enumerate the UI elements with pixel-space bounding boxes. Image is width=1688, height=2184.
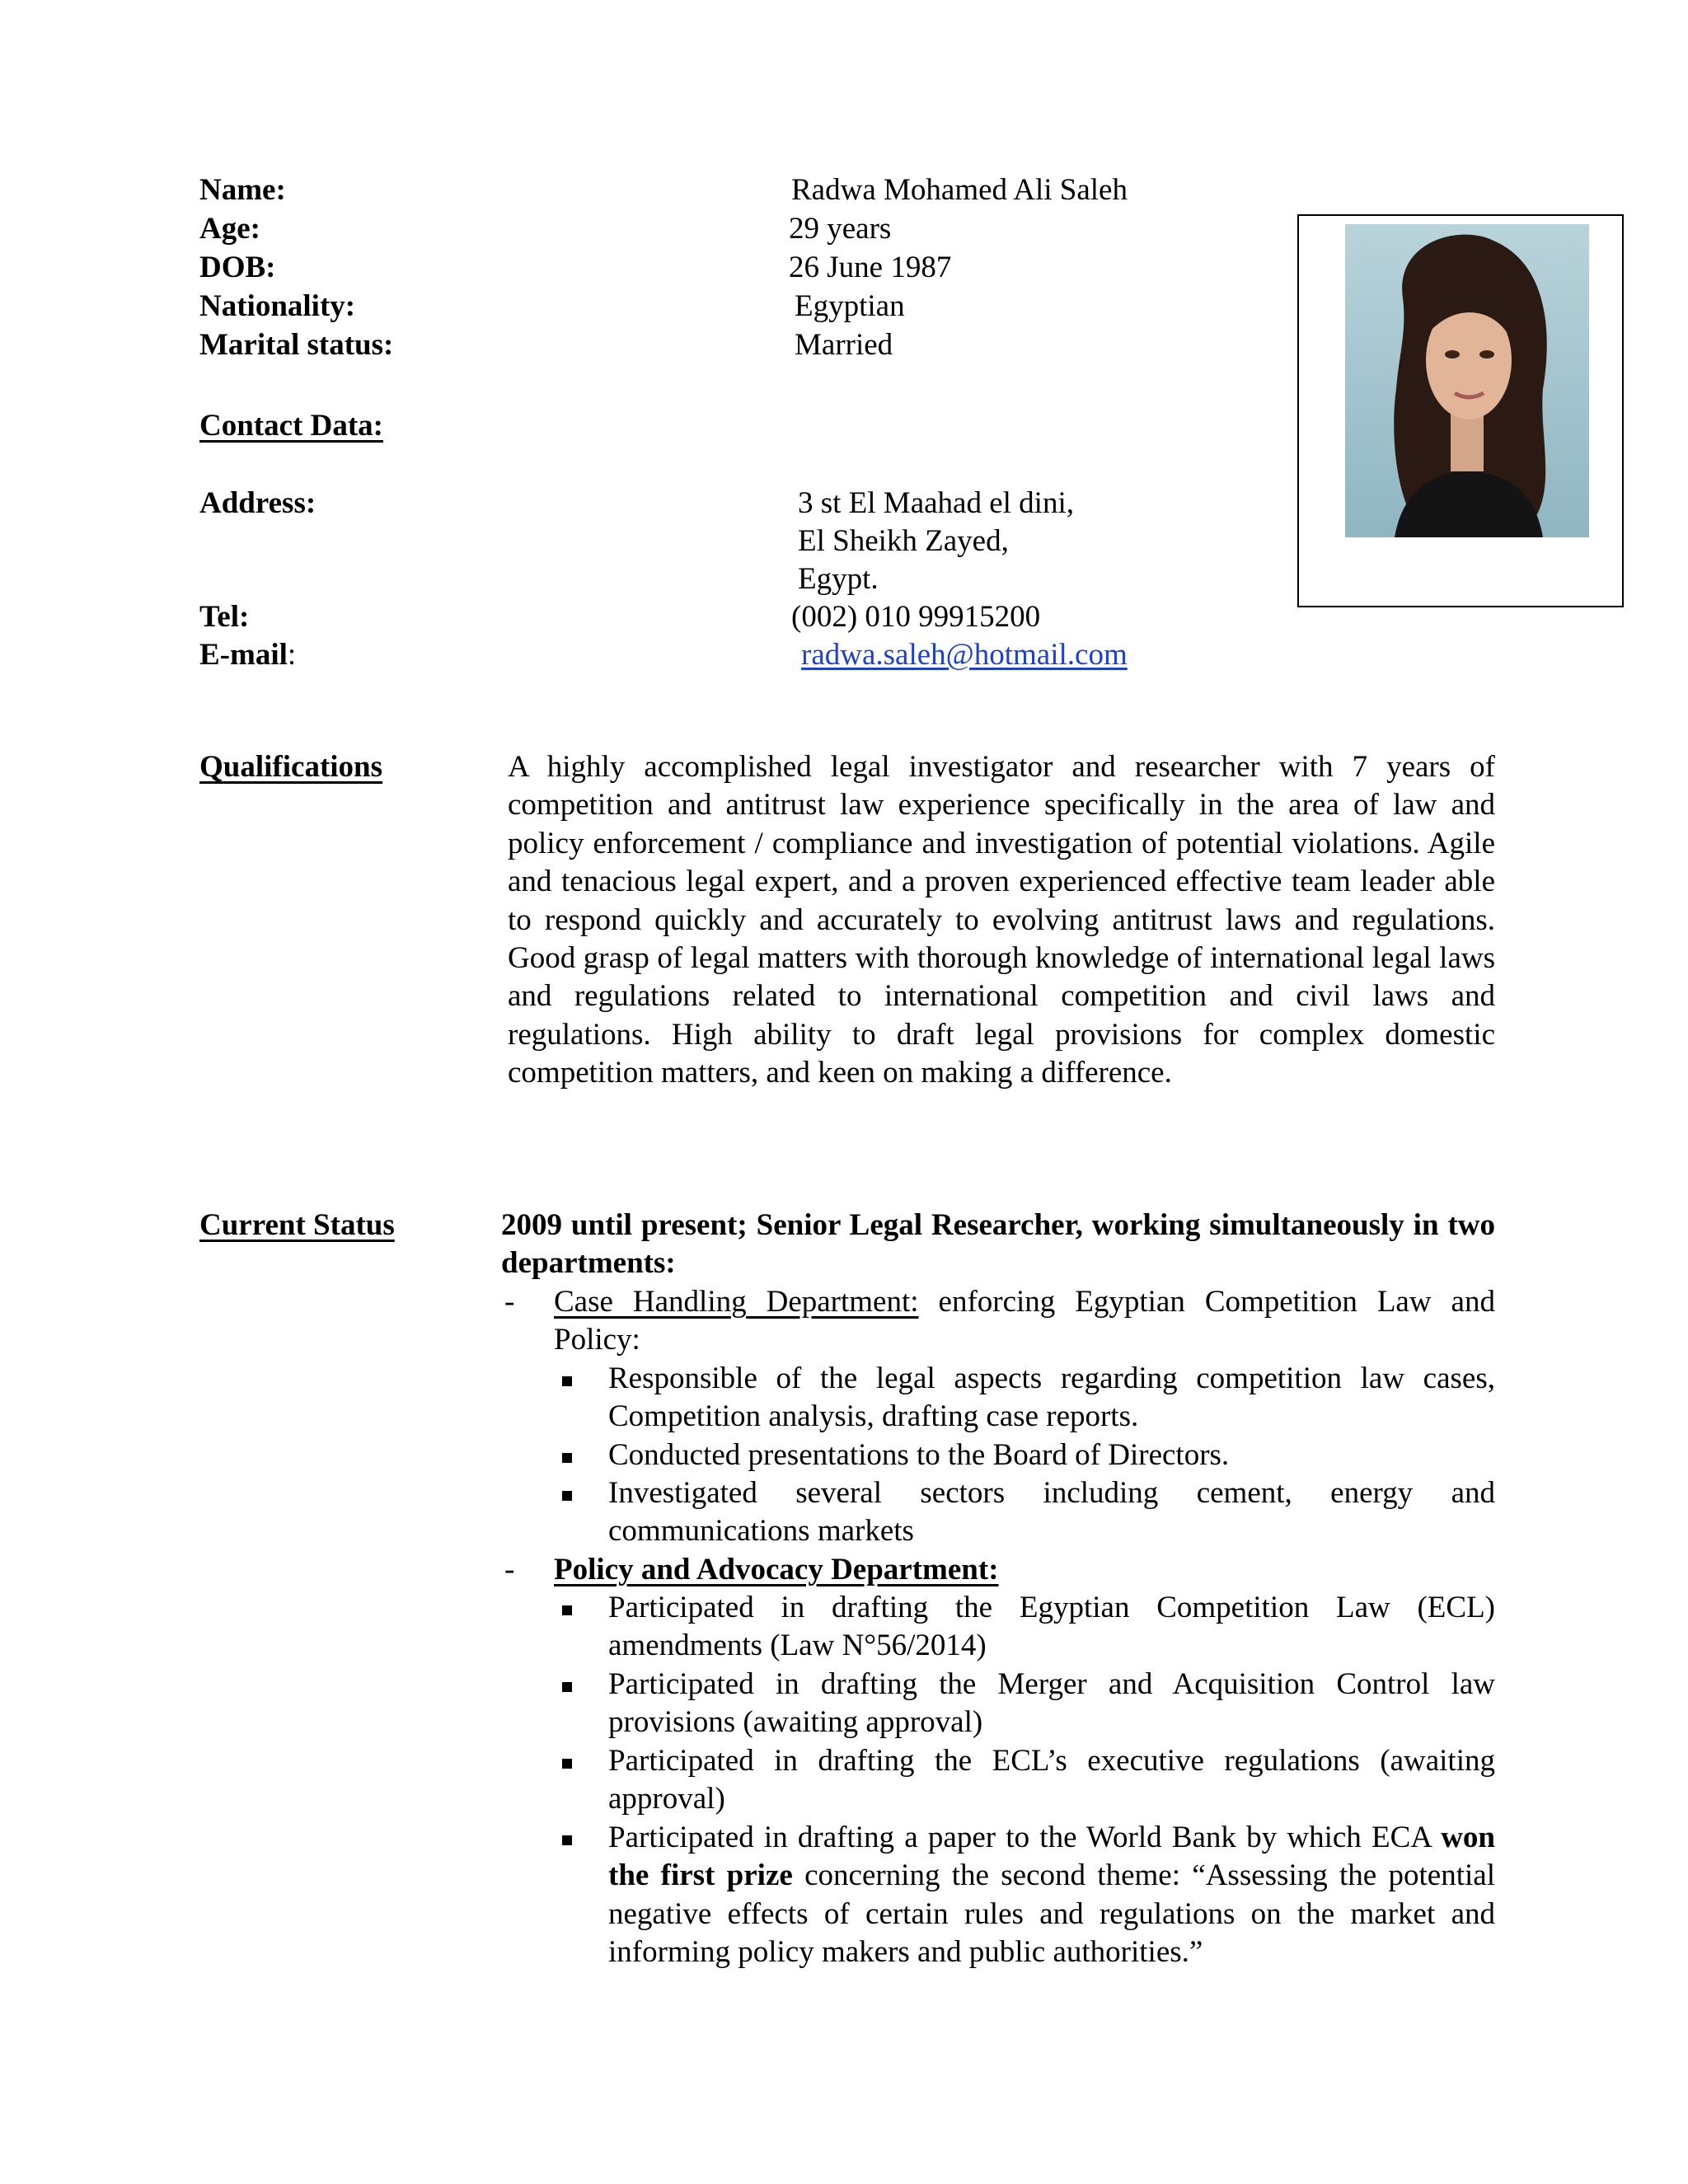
email-link[interactable]: radwa.saleh@hotmail.com <box>801 638 1128 672</box>
case-dept-line <box>554 1283 1495 1360</box>
tel-label: Tel: <box>199 600 250 634</box>
policy-bullet-4 <box>608 1819 1495 1972</box>
policy-dept-title: Policy and Advocacy Department: <box>554 1553 999 1586</box>
dob-value: 26 June 1987 <box>789 251 952 284</box>
address-line-2: El Sheikh Zayed, <box>798 524 1009 558</box>
bullet-square-icon <box>562 1453 572 1463</box>
bullet-square-icon <box>562 1605 572 1615</box>
policy-dept-line <box>554 1551 999 1589</box>
name-value: Radwa Mohamed Ali Saleh <box>791 173 1128 207</box>
case-dept-dash: - <box>504 1285 515 1319</box>
current-status-heading: Current Status <box>199 1208 395 1242</box>
contact-heading: Contact Data: <box>199 409 383 443</box>
address-line-1: 3 st El Maahad el dini, <box>798 486 1074 520</box>
case-bullet-2: Conducted presentations to the Board of Directors. <box>608 1438 1230 1472</box>
address-label: Address: <box>199 486 316 520</box>
marital-status-value: Married <box>795 328 893 362</box>
policy-bullet-4-pre: Participated in drafting a paper to the World Bank by which ECA <box>608 1821 1442 1854</box>
policy-dept-dash: - <box>504 1553 515 1586</box>
age-value: 29 years <box>789 212 892 246</box>
email-label-wrap <box>199 636 296 674</box>
bullet-square-icon <box>562 1491 572 1501</box>
policy-bullet-4-bold: won the first prize <box>608 1821 1495 1893</box>
tel-value: (002) 010 99915200 <box>791 600 1041 634</box>
name-label: Name: <box>199 173 286 207</box>
policy-bullet-4-post: concerning the second theme: “Assessing the potential negative effects of certain rules and regulations on the market and informing policy makers and public authorities.” <box>608 1858 1495 1970</box>
address-line-3: Egypt. <box>798 562 879 596</box>
dob-label: DOB: <box>199 251 276 284</box>
bullet-square-icon <box>562 1835 572 1845</box>
email-value-wrap <box>801 636 1128 674</box>
photo-frame <box>1297 214 1624 607</box>
current-status-title-text: 2009 until present; Senior Legal Researcher, working simultaneously in two departments: <box>501 1208 1495 1281</box>
nationality-value: Egyptian <box>795 289 905 323</box>
policy-bullet-3: Participated in drafting the ECL’s executive regulations (awaiting approval) <box>608 1744 1495 1816</box>
bullet-square-icon <box>562 1759 572 1769</box>
email-label: E-mail <box>199 638 288 672</box>
policy-bullet-2: Participated in drafting the Merger and Acquisition Control law provisions (awaiting approval) <box>608 1667 1495 1740</box>
case-bullet-1: Responsible of the legal aspects regarding competition law cases, Competition analysis, drafting case reports. <box>608 1361 1495 1434</box>
nationality-label: Nationality: <box>199 289 356 323</box>
email-colon: : <box>287 638 297 672</box>
policy-bullet-1: Participated in drafting the Egyptian Competition Law (ECL) amendments (Law N°56/2014) <box>608 1591 1495 1663</box>
bullet-square-icon <box>562 1682 572 1692</box>
qualifications-heading: Qualifications <box>199 750 383 784</box>
qualifications-text: A highly accomplished legal investigator and researcher with 7 years of competition and antitrust law experience specifically in the area of law and policy enforcement / compliance and investigation of potential violations. Agile and tenacious legal expert, and a proven experienced effective team leader able to respond quickly and accurately to evolving antitrust laws and regulations. Good grasp of legal matters with thorough knowledge of international legal laws and regulations related to international competition and civil laws and regulations. High ability to draft legal provisions for complex domestic competition matters, and keen on making a difference. <box>508 750 1495 1090</box>
age-label: Age: <box>199 212 260 246</box>
profile-photo <box>1345 224 1589 537</box>
bullet-square-icon <box>562 1376 572 1386</box>
marital-status-label: Marital status: <box>199 328 394 362</box>
current-status-title <box>501 1207 1495 1283</box>
case-bullet-3: Investigated several sectors including cement, energy and communications markets <box>608 1476 1495 1549</box>
case-dept-title: Case Handling Department: <box>554 1285 919 1319</box>
case-dept-desc: enforcing Egyptian Competition Law and Policy: <box>554 1285 1495 1357</box>
